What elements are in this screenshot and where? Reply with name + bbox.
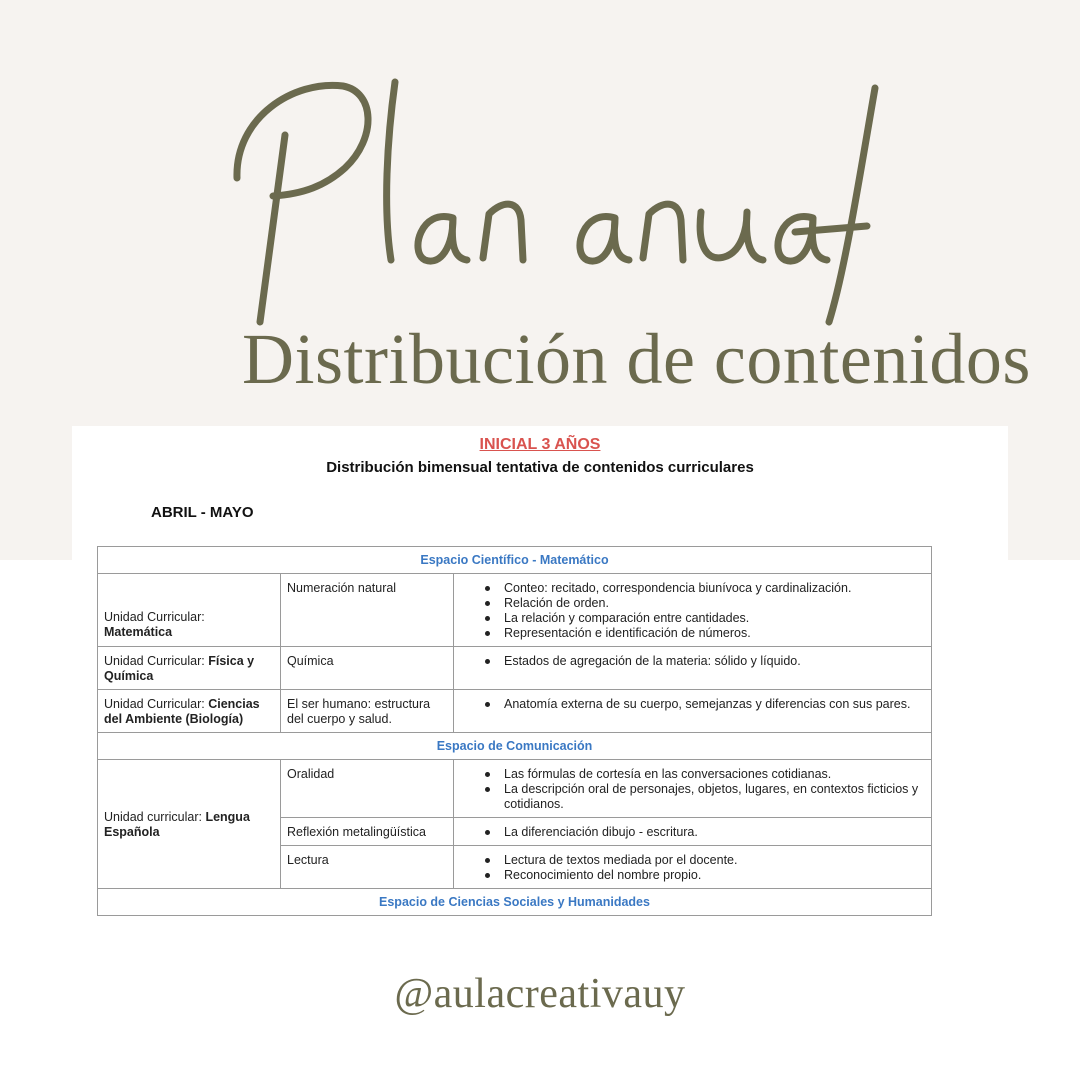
list-item: La diferenciación dibujo - escritura. — [504, 825, 925, 840]
contents-cell — [454, 647, 932, 690]
contents-list — [460, 825, 925, 840]
contents-cell — [454, 690, 932, 733]
contents-cell — [454, 760, 932, 818]
unit-name: Lengua Española — [104, 809, 250, 839]
page-title — [215, 60, 895, 360]
list-item: Anatomía externa de su cuerpo, semejanzas y diferencias con sus pares. — [504, 697, 925, 712]
topic-cell: Lectura — [281, 846, 454, 889]
list-item: Estados de agregación de la materia: sólido y líquido. — [504, 654, 925, 669]
space-row — [98, 733, 932, 760]
unit-prefix: Unidad Curricular: — [104, 610, 205, 624]
list-item: La relación y comparación entre cantidades. — [504, 611, 925, 626]
unit-name: Matemática — [104, 625, 173, 639]
space-row — [98, 889, 932, 916]
space-header: Espacio de Comunicación — [98, 733, 932, 760]
unit-prefix: Unidad Curricular: — [104, 654, 205, 668]
level-title: INICIAL 3 AÑOS — [479, 436, 601, 453]
contents-list — [460, 697, 925, 712]
list-item: Reconocimiento del nombre propio. — [504, 868, 925, 883]
list-item: La descripción oral de personajes, objetos, lugares, en contextos ficticios y cotidianos. — [504, 782, 925, 812]
period-label: ABRIL - MAYO — [151, 504, 254, 521]
space-header: Espacio de Ciencias Sociales y Humanidades — [98, 889, 932, 916]
topic-cell: El ser humano: estructura del cuerpo y salud. — [281, 690, 454, 733]
table-row — [98, 760, 932, 818]
topic-cell: Numeración natural — [281, 574, 454, 647]
list-item: Representación e identificación de números. — [504, 626, 925, 641]
contents-cell — [454, 846, 932, 889]
contents-cell — [454, 574, 932, 647]
unit-name: Física y Química — [104, 654, 255, 683]
unit-prefix: Unidad Curricular: — [104, 697, 205, 711]
contents-cell — [454, 818, 932, 846]
contents-list — [460, 581, 925, 641]
list-item: Relación de orden. — [504, 596, 925, 611]
topic-cell: Oralidad — [281, 760, 454, 818]
topic-cell: Reflexión metalingüística — [281, 818, 454, 846]
contents-list — [460, 767, 925, 812]
unit-cell — [98, 760, 281, 889]
social-handle: @aulacreativauy — [394, 971, 686, 1017]
unit-cell — [98, 690, 281, 733]
unit-name: Ciencias del Ambiente (Biología) — [104, 697, 260, 726]
document-screenshot — [72, 426, 1008, 940]
contents-list — [460, 654, 925, 669]
list-item: Las fórmulas de cortesía en las conversaciones cotidianas. — [504, 767, 925, 782]
list-item: Lectura de textos mediada por el docente. — [504, 853, 925, 868]
page-subtitle: Distribución de contenidos — [242, 319, 1031, 399]
topic-cell: Química — [281, 647, 454, 690]
unit-cell — [98, 647, 281, 690]
space-header: Espacio Científico - Matemático — [98, 547, 932, 574]
table-row — [98, 647, 932, 690]
unit-prefix: Unidad curricular: — [104, 809, 202, 824]
table-row — [98, 690, 932, 733]
contents-list — [460, 853, 925, 883]
space-row — [98, 547, 932, 574]
document-heading: Distribución bimensual tentativa de contenidos curriculares — [326, 459, 754, 476]
table-row — [98, 574, 932, 647]
unit-cell — [98, 574, 281, 647]
title-script-lettering — [215, 60, 895, 360]
list-item: Conteo: recitado, correspondencia biunívoca y cardinalización. — [504, 581, 925, 596]
curriculum-table — [97, 546, 932, 916]
